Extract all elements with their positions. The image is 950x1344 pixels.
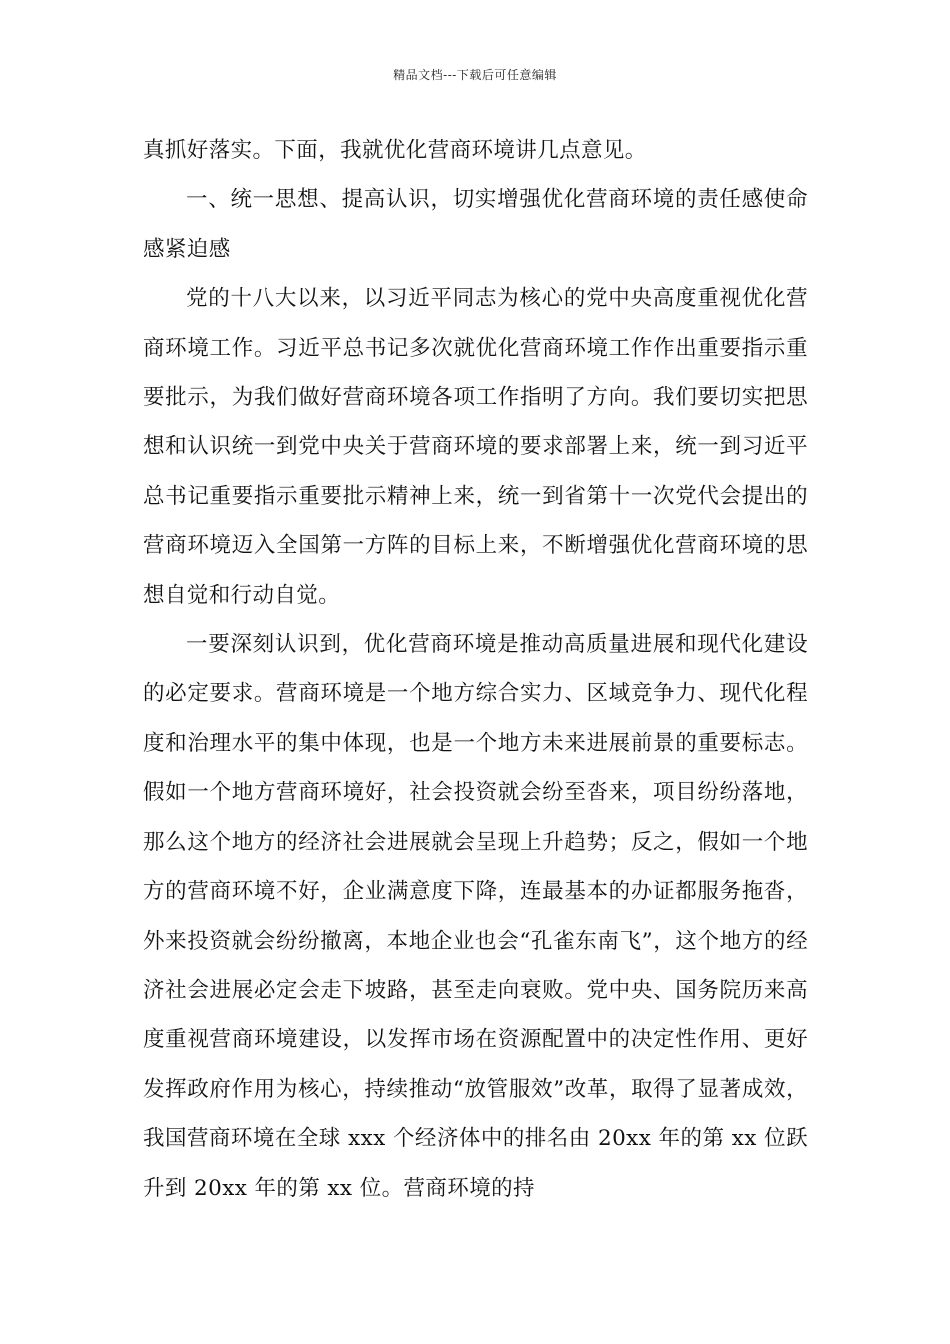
page-header: 精品文档---下载后可任意编辑 xyxy=(393,68,557,82)
document-body xyxy=(143,126,808,1213)
section-heading: 一、统一思想、提高认识，切实增强优化营商环境的责任感使命感紧迫感 xyxy=(143,187,808,262)
paragraph: 党的十八大以来，以习近平同志为核心的党中央高度重视优化营商环境工作。习近平总书记多次就优化营商环境工作作出重要指示重要批示，为我们做好营商环境各项工作指明了方向。我们要切实把思想和认识统一到党中央关于营商环境的要求部署上来，统一到习近平总书记重要指示重要批示精神上来，统一到省第十一次党代会提出的营商环境迈入全国第一方阵的目标上来，不断增强优化营商环境的思想自觉和行动自觉。 xyxy=(143,286,808,608)
paragraph: 一要深刻认识到，优化营商环境是推动高质量进展和现代化建设的必定要求。营商环境是一个地方综合实力、区域竞争力、现代化程度和治理水平的集中体现，也是一个地方未来进展前景的重要标志。假如一个地方营商环境好，社会投资就会纷至沓来，项目纷纷落地，那么这个地方的经济社会进展就会呈现上升趋势；反之，假如一个地方的营商环境不好，企业满意度下降，连最基本的办证都服务拖沓，外来投资就会纷纷撤离，本地企业也会“孔雀东南飞”，这个地方的经济社会进展必定会走下坡路，甚至走向衰败。党中央、国务院历来高度重视营商环境建设，以发挥市场在资源配置中的决定性作用、更好发挥政府作用为核心，持续推动“放管服效”改革，取得了显著成效，我国营商环境在全球 xxx 个经济体中的排名由 20xx 年的第 xx 位跃升到 20xx 年的第 xx 位。营商环境的持 xyxy=(143,632,808,1201)
paragraph-intro: 真抓好落实。下面，我就优化营商环境讲几点意见。 xyxy=(143,138,647,163)
